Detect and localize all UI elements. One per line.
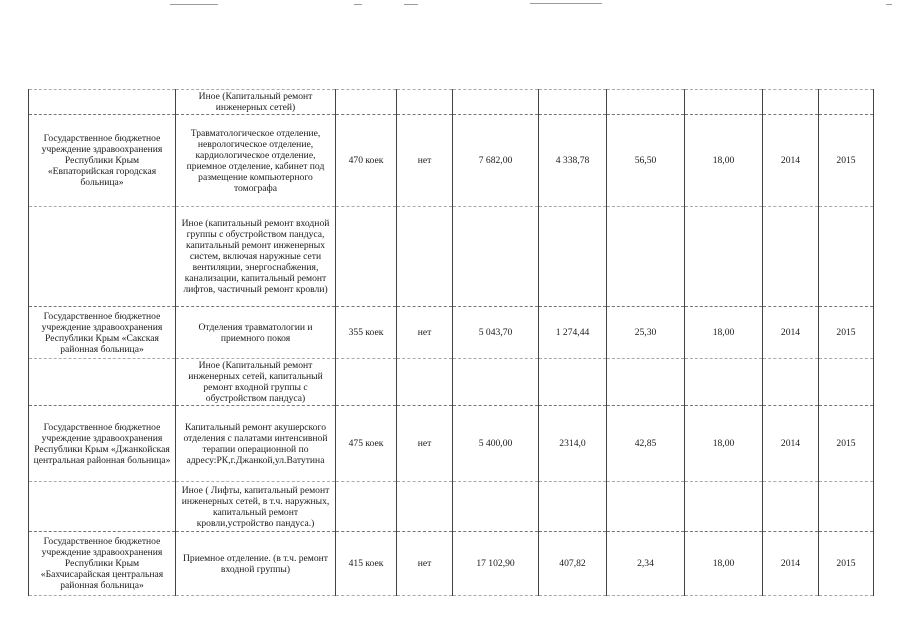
value-cell: 18,00 (685, 406, 763, 482)
flag-cell: нет (397, 406, 453, 482)
flag-cell: нет (397, 532, 453, 596)
table-row (29, 406, 874, 482)
start-year-cell: 2014 (763, 307, 819, 359)
value-cell (539, 90, 607, 115)
value-cell: 7 682,00 (453, 115, 539, 207)
start-year-cell (763, 359, 819, 406)
value-cell: 18,00 (685, 307, 763, 359)
table-row (29, 207, 874, 307)
table-row (29, 115, 874, 207)
value-cell (685, 207, 763, 307)
scan-artifact-line (886, 4, 892, 5)
start-year-cell: 2014 (763, 406, 819, 482)
institution-cell (29, 90, 176, 115)
value-cell: 25,30 (607, 307, 685, 359)
scan-artifact-line (530, 3, 602, 4)
institution-cell: Государственное бюджетное учреждение здравоохранения Республики Крым «Бахчисарайская центральная районная больница» (29, 532, 176, 596)
repair-scope-cell: Иное (капитальный ремонт входной группы с обустройством пандуса, капитальный ремонт инженерных систем, включая наружные сети вентиляции, энергоснабжения, канализации, капитальный ремонт лифтов, частичный ремонт кровли) (176, 207, 336, 307)
value-cell (453, 90, 539, 115)
repair-scope-cell: Иное (Капитальный ремонт инженерных сетей, капитальный ремонт входной группы с обустройством пандуса) (176, 359, 336, 406)
beds-cell: 355 коек (336, 307, 397, 359)
table-row (29, 359, 874, 406)
flag-cell: нет (397, 307, 453, 359)
table-row (29, 90, 874, 115)
end-year-cell: 2015 (819, 532, 874, 596)
beds-cell (336, 359, 397, 406)
end-year-cell: 2015 (819, 307, 874, 359)
start-year-cell (763, 207, 819, 307)
repair-scope-cell: Капитальный ремонт акушерского отделения с палатами интенсивной терапии операционной по адресу:РК,г.Джанкой,ул.Ватутина (176, 406, 336, 482)
flag-cell (397, 90, 453, 115)
value-cell: 42,85 (607, 406, 685, 482)
repair-scope-cell: Иное (Капитальный ремонт инженерных сетей) (176, 90, 336, 115)
value-cell: 56,50 (607, 115, 685, 207)
flag-cell (397, 482, 453, 532)
value-cell: 17 102,90 (453, 532, 539, 596)
start-year-cell: 2014 (763, 115, 819, 207)
beds-cell: 470 коек (336, 115, 397, 207)
value-cell: 5 400,00 (453, 406, 539, 482)
flag-cell: нет (397, 115, 453, 207)
start-year-cell: 2014 (763, 532, 819, 596)
repair-scope-cell: Приемное отделение. (в т.ч. ремонт входной группы) (176, 532, 336, 596)
institution-cell (29, 207, 176, 307)
value-cell (539, 359, 607, 406)
table-row (29, 307, 874, 359)
value-cell (685, 482, 763, 532)
value-cell (607, 482, 685, 532)
table-row (29, 532, 874, 596)
start-year-cell (763, 482, 819, 532)
value-cell (607, 90, 685, 115)
value-cell (453, 482, 539, 532)
end-year-cell (819, 482, 874, 532)
value-cell (685, 90, 763, 115)
flag-cell (397, 359, 453, 406)
beds-cell (336, 90, 397, 115)
scan-artifact-line (354, 4, 362, 5)
institution-cell: Государственное бюджетное учреждение здравоохранения Республики Крым «Сакская районная больница» (29, 307, 176, 359)
start-year-cell (763, 90, 819, 115)
value-cell (607, 207, 685, 307)
repair-scope-cell: Отделения травматологии и приемного покоя (176, 307, 336, 359)
beds-cell (336, 207, 397, 307)
value-cell: 407,82 (539, 532, 607, 596)
repair-scope-cell: Иное ( Лифты, капитальный ремонт инженерных сетей, в т.ч. наружных, капитальный ремонт кровли,устройство пандуса.) (176, 482, 336, 532)
value-cell: 5 043,70 (453, 307, 539, 359)
beds-cell (336, 482, 397, 532)
value-cell (685, 359, 763, 406)
institution-cell: Государственное бюджетное учреждение здравоохранения Республики Крым «Джанкойская центральная районная больница» (29, 406, 176, 482)
repair-scope-cell: Травматологическое отделение, неврологическое отделение, кардиологическое отделение, приемное отделение, кабинет под размещение компьютерного томографа (176, 115, 336, 207)
end-year-cell (819, 359, 874, 406)
value-cell: 18,00 (685, 532, 763, 596)
value-cell: 2314,0 (539, 406, 607, 482)
value-cell: 2,34 (607, 532, 685, 596)
value-cell (453, 207, 539, 307)
value-cell (453, 359, 539, 406)
hospital-repair-table (28, 89, 874, 596)
institution-cell (29, 482, 176, 532)
value-cell (539, 207, 607, 307)
value-cell: 4 338,78 (539, 115, 607, 207)
beds-cell: 475 коек (336, 406, 397, 482)
institution-cell: Государственное бюджетное учреждение здравоохранения Республики Крым «Евпаторийская городская больница» (29, 115, 176, 207)
scan-artifact-line (404, 4, 418, 5)
flag-cell (397, 207, 453, 307)
end-year-cell (819, 90, 874, 115)
end-year-cell (819, 207, 874, 307)
institution-cell (29, 359, 176, 406)
end-year-cell: 2015 (819, 115, 874, 207)
value-cell (539, 482, 607, 532)
scan-artifact-line (170, 4, 218, 5)
end-year-cell: 2015 (819, 406, 874, 482)
value-cell: 1 274,44 (539, 307, 607, 359)
beds-cell: 415 коек (336, 532, 397, 596)
table-row (29, 482, 874, 532)
value-cell (607, 359, 685, 406)
value-cell: 18,00 (685, 115, 763, 207)
